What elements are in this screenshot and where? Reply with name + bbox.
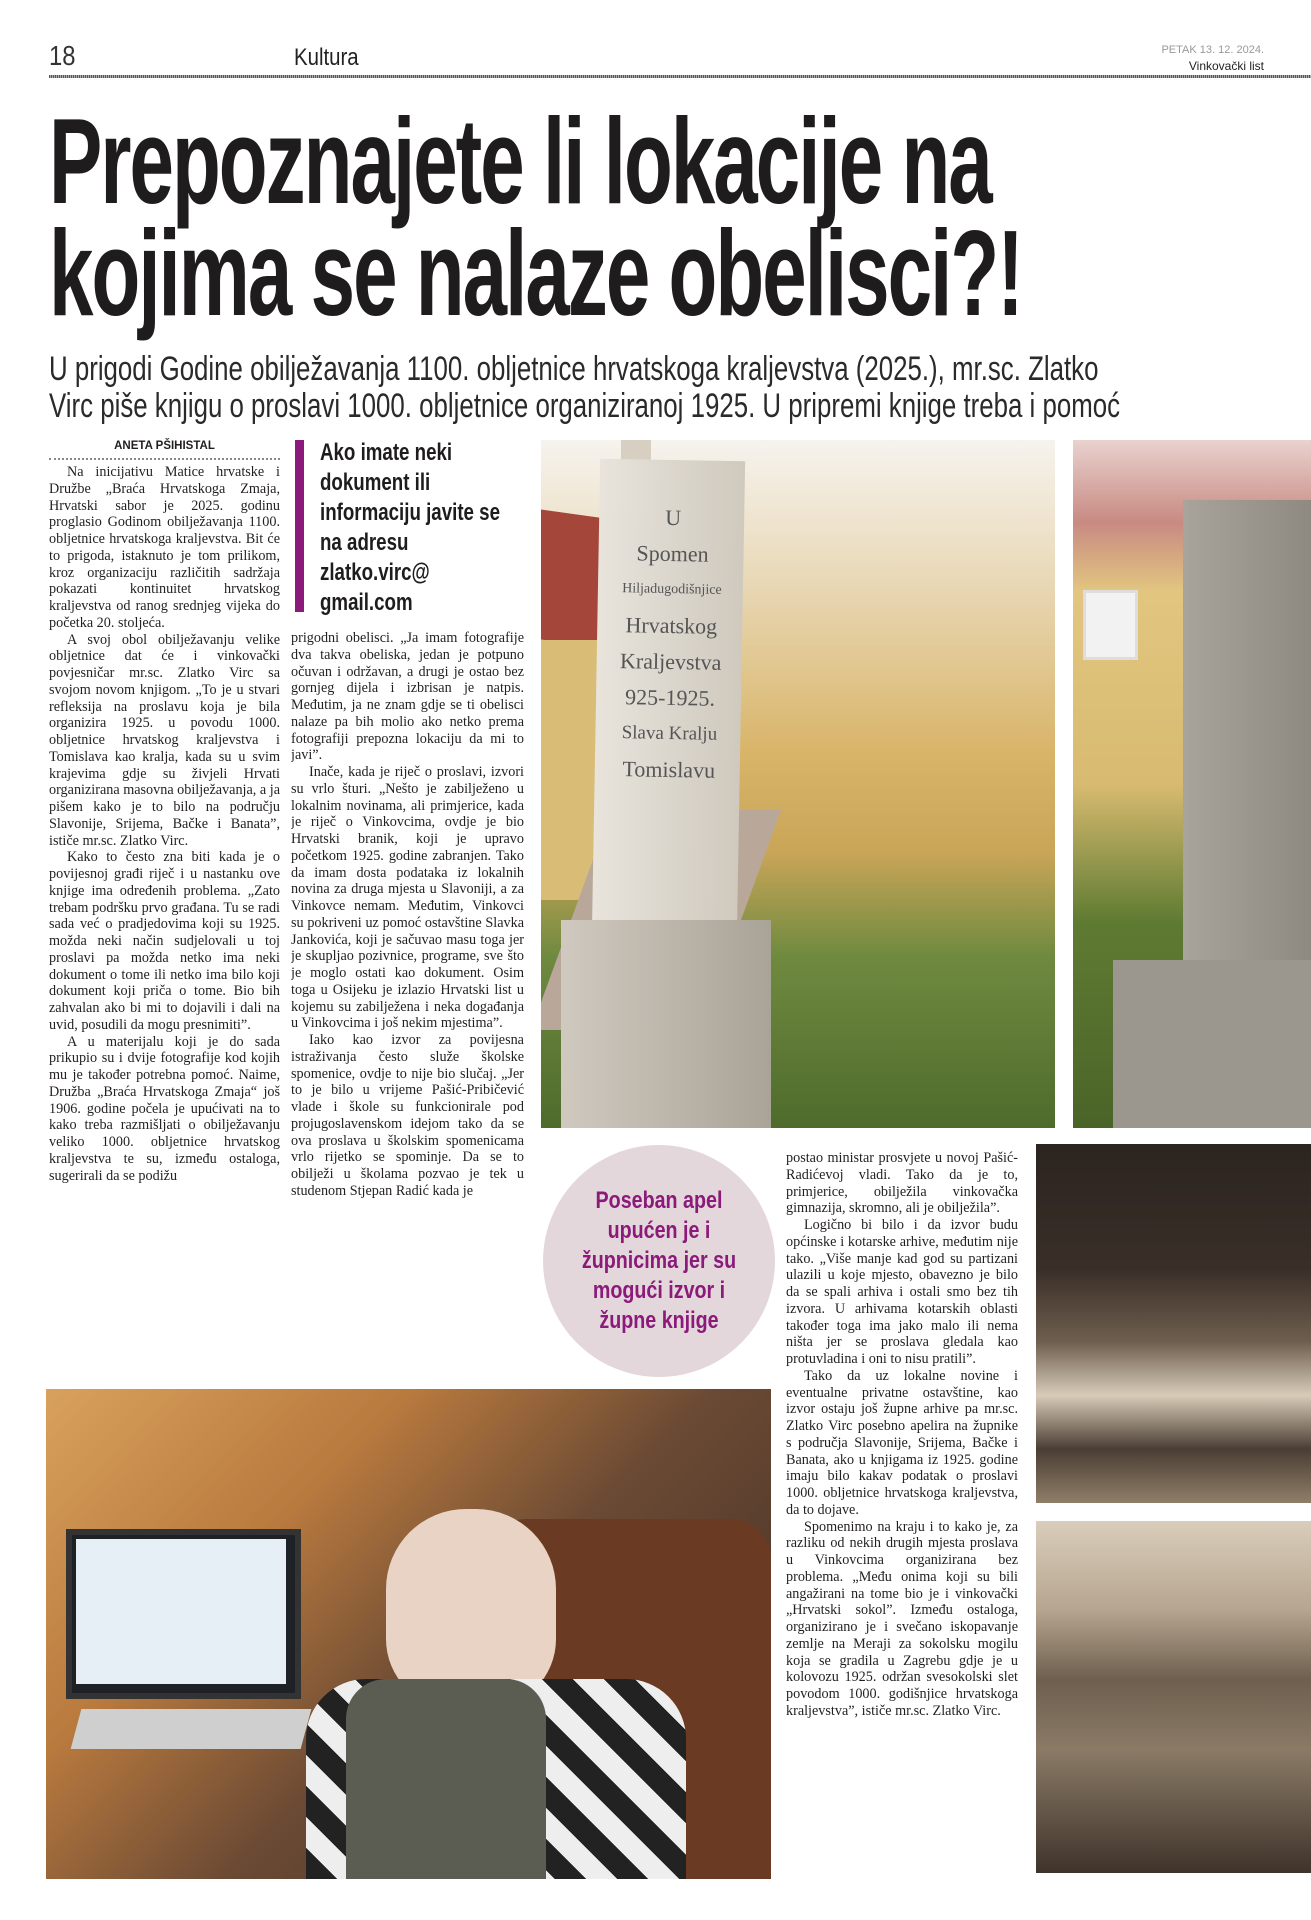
window-shape xyxy=(1083,590,1138,660)
paragraph: A u materijalu koji je do sada prikupio su i dvije fotografije kod kojih mu je također potrebna pomoć. Naime, Družba „Braća Hrvatskoga Zmaja“ još 1906. godine počela je upućivati na to kako treba razmišljati o obilježavanju veliko 1000. obljetnice hrvatskog kraljevstva te su, između ostaloga, sugerirali da se podižu xyxy=(49,1033,280,1184)
paragraph: Tako da uz lokalne novine i eventualne privatne ostavštine, kao izvor ostaju još župne arhive pa mr.sc. Zlatko Virc posebno apelira na župnike s područja Slavonije, Srijema, Bačke i Banata, ako u knjigama iz 1925. godine imaju bilo kakav podatak o proslavi 1000. obljetnice hrvatskoga kraljevstva, da to dojave. xyxy=(786,1367,1018,1518)
header-rule xyxy=(49,75,1311,78)
paragraph: A svoj obol obilježavanju velike obljetnice dat će i vinkovački povjesničar mr.sc. Zlatko Virc sa svojom novom knjigom. „To je u stvari refleksija na proslavu koja je bila organizira 1925. u povodu 1000. obljetnice hrvatskog kraljevstva i Tomislava kao kralja, kada su u svim krajevima gdje su živjeli Hrvati organizirana masovna obilježavanja, a ja pišem kako je to bilo na području Slavonije, Srijema, Bačke i Banata”, ističe mr.sc. Zlatko Virc. xyxy=(49,631,280,849)
paragraph: Kako to često zna biti kada je o povijesnoj građi riječ i u nastanku ove knjige ima određenih problema. „Zato trebam podršku prvo građana. Tu se radi sada već o pradjedovima koji su 1925. možda neki način sudjelovali u toj proslavi pa možda netko ima neki dokument o tome ili netko ima bilo koji dokument koji priča o tome. Bio bih zahvalan ako bi mi to dojavili i dali na uvid, posudili da mogu presnimiti”. xyxy=(49,849,280,1033)
inscription-line: Kraljevstva xyxy=(619,648,722,675)
historical-group-photo xyxy=(1036,1144,1311,1503)
pull-quote-text: Ako imate neki dokument ili informaciju javite se na adresu zlatko.virc@ gmail.com xyxy=(320,439,500,616)
inscription-line: U xyxy=(665,504,682,531)
inscription-line: Hrvatskog xyxy=(625,612,718,639)
obelisk-base xyxy=(561,920,771,1128)
headline-line-2: kojima se nalaze obelisci?! xyxy=(49,205,1022,341)
obelisk-photo xyxy=(541,440,1055,1128)
article-column-3 xyxy=(786,1150,1018,1875)
inscription-line: Slava Kralju xyxy=(621,722,718,745)
paragraph: Logično bi bilo i da izvor budu općinske i kotarske arhive, međutim nije tako. „Više manje kad god su partizani ulazili u koje mjesto, obavezno je bilo da se spali arhiva i ostali smo bez tih izvora. U arhivama kotarskih oblasti također toga ima jako malo ili nema ništa jer se proslava gledala kao protuvladina i oni to nisu pratili”. xyxy=(786,1217,1018,1367)
issue-date: PETAK 13. 12. 2024. xyxy=(1161,44,1264,56)
paragraph: Na inicijativu Matice hrvatske i Družbe „Braća Hrvatskoga Zmaja, Hrvatski sabor je 2025. godinu proglasio Godinom obilježavanja 1100. obljetnice hrvatskoga kraljevstva. Bit će to prigoda, istaknuto je tom prilikom, kroz organizaciju različitih sadržaja pokazati kontinuitet hrvatskog kraljevstva od ranog srednjeg vijeka do početka 20. stoljeća. xyxy=(49,464,280,631)
paragraph: Iako kao izvor za povijesna istraživanja često služe školske spomenice, ovdje to nije bio slučaj. „Jer to je bilo u vrijeme Pašić-Pribičević vlade i škole su funkcionirale pod projugoslavenskom idejom tako da se ova proslava u školskim spomenicama vrlo rijetko se spominje. Da se to obilježi u školama pozvao je tek u studenom Stjepan Radić kada je xyxy=(291,1032,524,1199)
paragraph: prigodni obelisci. „Ja imam fotografije dva takva obeliska, jedan je potpuno očuvan i održavan, a drugi je ostao bez gornjeg dijela i izbrisan je natpis. Međutim, ja ne znam gdje se ti obelisci nalaze pa bih molio ako netko prema fotografiji prepozna lokaciju da mi to javi”. xyxy=(291,630,524,764)
paragraph: postao ministar prosvjete u novoj Pašić-Radićevoj vladi. Tako da je to, primjerice, obilježila vinkovačka gimnazija, skromno, ali je obilježila”. xyxy=(786,1150,1018,1217)
monitor-screen xyxy=(76,1539,286,1684)
pull-quote xyxy=(295,439,525,616)
author-byline: ANETA PŠIHISTAL xyxy=(49,440,280,460)
paragraph: Inače, kada je riječ o proslavi, izvori su vrlo šturi. „Nešto je zabilježeno u lokalnim novinama, ali primjerice, kada je riječ o Vinkovcima, ovdje je bio Hrvatski branik, koji je upravo početkom 1925. godine zabranjen. Tako da imam dosta podataka iz lokalnih novina za druga mjesta u Slavoniji, a za Vinkovce nemam. Međutim, Vinkovci su pokriveni uz pomoć ostavštine Slavka Jankovića, koji je sačuvao masu toga jer je skupljao pozivnice, programe, sve što je moglo ostati kao dokument. Osim toga u Osijeku je izlazio Hrvatski list u kojemu su zabilježena i neka događanja u Vinkovcima i još nekim mjestima”. xyxy=(291,764,524,1032)
callout-circle xyxy=(543,1145,775,1377)
broken-obelisk-photo xyxy=(1073,440,1311,1128)
obelisk-inscription xyxy=(593,499,748,790)
pull-quote-bar xyxy=(295,440,304,612)
article-column-2 xyxy=(291,630,524,1380)
inscription-line: Tomislavu xyxy=(622,756,716,783)
publication-name: Vinkovački list xyxy=(1188,59,1264,73)
section-label: Kultura xyxy=(294,44,359,71)
inscription-line: 925-1925. xyxy=(624,684,716,711)
vest-shape xyxy=(346,1679,546,1879)
historical-crowd-photo xyxy=(1036,1521,1311,1873)
subtitle-line-1: U prigodi Godine obilježavanja 1100. obljetnice hrvatskoga kraljevstva (2025.), mr.sc. Zlatko xyxy=(49,350,1099,388)
author-portrait-photo xyxy=(46,1389,771,1879)
callout-text: Poseban apel upućen je i župnicima jer su mogući izvor i župne knjige xyxy=(581,1187,737,1334)
inscription-line: Hiljadugodišnjice xyxy=(622,581,722,598)
page-number: 18 xyxy=(49,40,76,71)
subtitle-line-2: Virc piše knjigu o proslavi 1000. obljetnice organiziranoj 1925. U pripremi knjige treba i pomoć xyxy=(49,387,1121,425)
broken-obelisk-base xyxy=(1113,960,1311,1128)
article-column-1 xyxy=(49,464,280,1379)
paragraph: Spomenimo na kraju i to kako je, za razliku od nekih drugih mjesta proslava u Vinkovcima organizirana bez problema. „Među onima koji su bili angažirani na tome bio je i vinkovački „Hrvatski sokol”. Između ostaloga, organizirano je i svečano iskopavanje zemlje na Meraji za sokolsku mogilu koja se gradila u Zagrebu gdje je u kolovozu 1925. održan svesokolski slet povodom 1000. godišnjice hrvatskoga kraljevstva”, ističe mr.sc. Zlatko Virc. xyxy=(786,1518,1018,1719)
keyboard-shape xyxy=(71,1709,312,1749)
inscription-line: Spomen xyxy=(636,540,709,567)
headline-line-1: Prepoznajete li lokacije na xyxy=(49,93,991,229)
